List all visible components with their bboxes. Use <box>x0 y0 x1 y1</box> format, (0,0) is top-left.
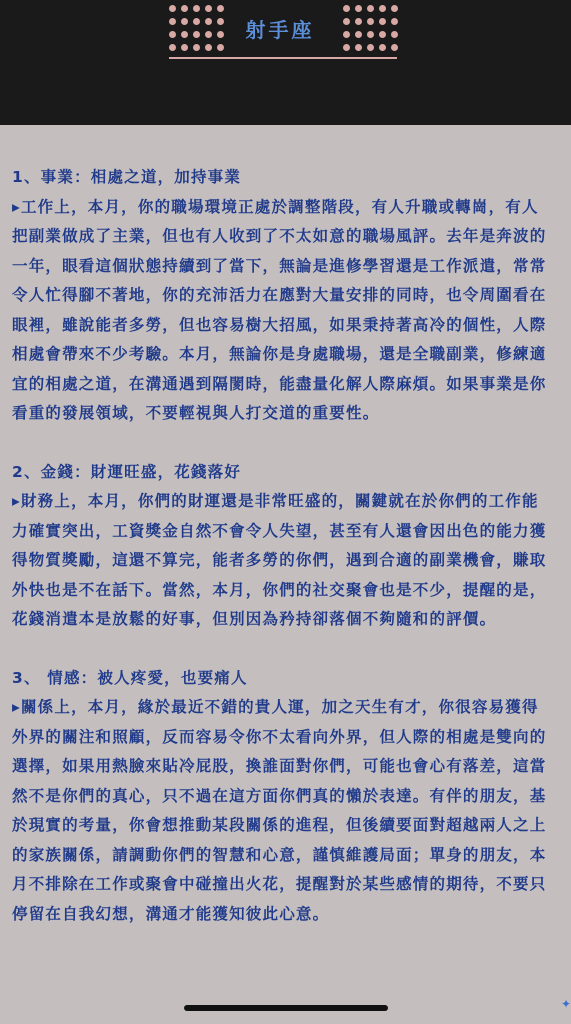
section-body: ▸財務上，本月，你們的財運還是非常旺盛的，關鍵就在於你們的工作能力確實突出，工資獎金自然不會令人失望，甚至有人還會因出色的能力獲得物質獎勵，這還不算完，能者多勞的你們，遇到合適的副業機會，賺取外快也是不在話下。當然，本月，你們的社交聚會也是不少，提醒的是，花錢消遣本是放鬆的好事，但別因為矜持卻落個不夠隨和的評價。 <box>12 492 547 628</box>
article-content <box>12 163 552 958</box>
page-title: 射手座 <box>245 18 315 42</box>
section-body: ▸工作上，本月，你的職場環境正處於調整階段，有人升職或轉崗，有人把副業做成了主業，但也有人收到了不太如意的職場風評。去年是奔波的一年，眼看這個狀態持續到了當下，無論是進修學習還是工作派遣，常常令人忙得腳不著地，你的充沛活力在應對大量安排的同時，也令周圍看在眼裡，雖說能者多勞，但也容易樹大招風，如果秉持著高冷的個性，人際相處會帶來不少考驗。本月，無論你是身處職場，還是全職副業，修練適宜的相處之道，在溝通遇到隔閡時，能盡量化解人際麻煩。如果事業是你看重的發展領域，不要輕視與人打交道的重要性。 <box>12 197 547 422</box>
section-heading: 3、 情感：被人疼愛，也要痛人 <box>12 668 248 687</box>
home-indicator[interactable] <box>184 1005 388 1011</box>
sparkle-icon: ✦ <box>561 997 571 1011</box>
section-heading: 2、金錢：財運旺盛，花錢落好 <box>12 462 242 481</box>
section-money <box>12 458 552 635</box>
title-underline <box>169 57 397 59</box>
section-body: ▸關係上，本月，緣於最近不錯的貴人運，加之天生有才，你很容易獲得外界的關注和照顧，反而容易令你不太看向外界，但人際的相處是雙向的選擇，如果用熱臉來貼冷屁股，換誰面對你們，可能也會心有落差，這當然不是你們的真心，只不過在這方面你們真的懶於表達。有伴的朋友，基於現實的考量，你會想推動某段關係的進程，但後續要面對超越兩人之上的家族關係，請調動你們的智慧和心意，謹慎維護局面；單身的朋友，本月不排除在工作或聚會中碰撞出火花，提醒對於某些感情的期待，不要只停留在自我幻想，溝通才能獲知彼此心意。 <box>12 698 547 923</box>
dot-grid-decoration-right <box>343 5 398 51</box>
section-love <box>12 664 552 930</box>
header-banner <box>0 0 571 125</box>
section-career <box>12 163 552 429</box>
section-heading: 1、事業：相處之道，加持事業 <box>12 168 242 186</box>
